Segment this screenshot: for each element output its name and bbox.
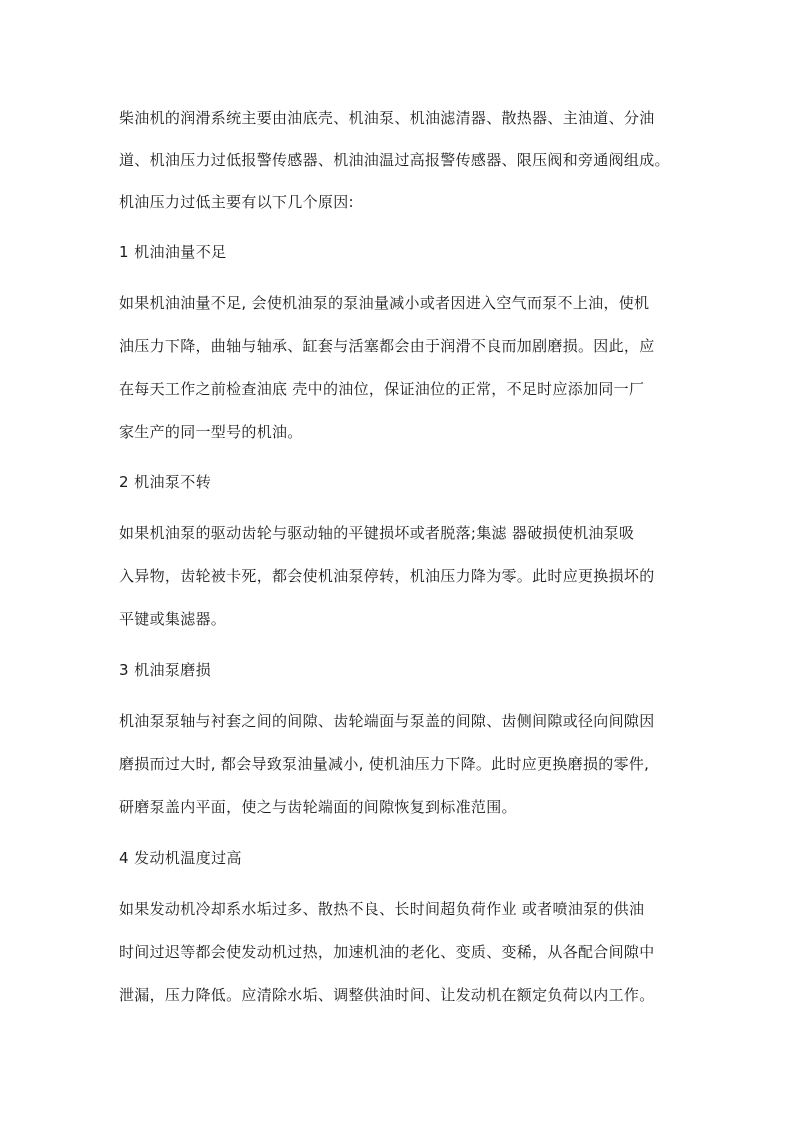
section-1-line-1: 如果机油油量不足, 会使机油泵的泵油量减小或者因进入空气而泵不上油，使机 bbox=[119, 294, 650, 312]
section-2-line-1: 如果机油泵的驱动齿轮与驱动轴的平键损坏或者脱落;集滤 器破损使机油泵吸 bbox=[119, 524, 635, 542]
section-4-line-2: 时间过迟等都会使发动机过热，加速机油的老化、变质、变稀，从各配合间隙中 bbox=[119, 943, 655, 961]
section-1-line-2: 油压力下降，曲轴与轴承、缸套与活塞都会由于润滑不良而加剧磨损。因此，应 bbox=[119, 337, 655, 355]
section-2-line-2: 入异物，齿轮被卡死，都会使机油泵停转，机油压力降为零。此时应更换损坏的 bbox=[119, 567, 655, 585]
section-3-heading: 3 机油泵磨损 bbox=[119, 661, 212, 679]
section-4-line-1: 如果发动机冷却系水垢过多、散热不良、长时间超负荷作业 或者喷油泵的供油 bbox=[119, 900, 645, 918]
section-3-line-3: 研磨泵盖内平面，使之与齿轮端面的间隙恢复到标准范围。 bbox=[119, 798, 517, 816]
section-1-heading: 1 机油油量不足 bbox=[119, 243, 227, 261]
section-1-line-3: 在每天工作之前检查油底 壳中的油位，保证油位的正常，不足时应添加同一厂 bbox=[119, 380, 645, 398]
section-4-line-3: 泄漏，压力降低。应清除水垢、调整供油时间、让发动机在额定负荷以内工作。 bbox=[119, 986, 655, 1004]
section-2-line-3: 平键或集滤器。 bbox=[119, 610, 227, 628]
section-3-line-1: 机油泵泵轴与衬套之间的间隙、齿轮端面与泵盖的间隙、齿侧间隙或径向间隙因 bbox=[119, 712, 655, 730]
section-4-heading: 4 发动机温度过高 bbox=[119, 849, 242, 867]
section-1-line-4: 家生产的同一型号的机油。 bbox=[119, 423, 303, 441]
intro-line-3: 机油压力过低主要有以下几个原因: bbox=[119, 193, 354, 211]
intro-line-1: 柴油机的润滑系统主要由油底壳、机油泵、机油滤清器、散热器、主油道、分油 bbox=[119, 109, 655, 127]
section-2-heading: 2 机油泵不转 bbox=[119, 473, 212, 491]
section-3-line-2: 磨损而过大时, 都会导致泵油量减小, 使机油压力下降。此时应更换磨损的零件, bbox=[119, 755, 650, 773]
intro-line-2: 道、机油压力过低报警传感器、机油油温过高报警传感器、限压阀和旁通阀组成。 bbox=[119, 151, 670, 169]
